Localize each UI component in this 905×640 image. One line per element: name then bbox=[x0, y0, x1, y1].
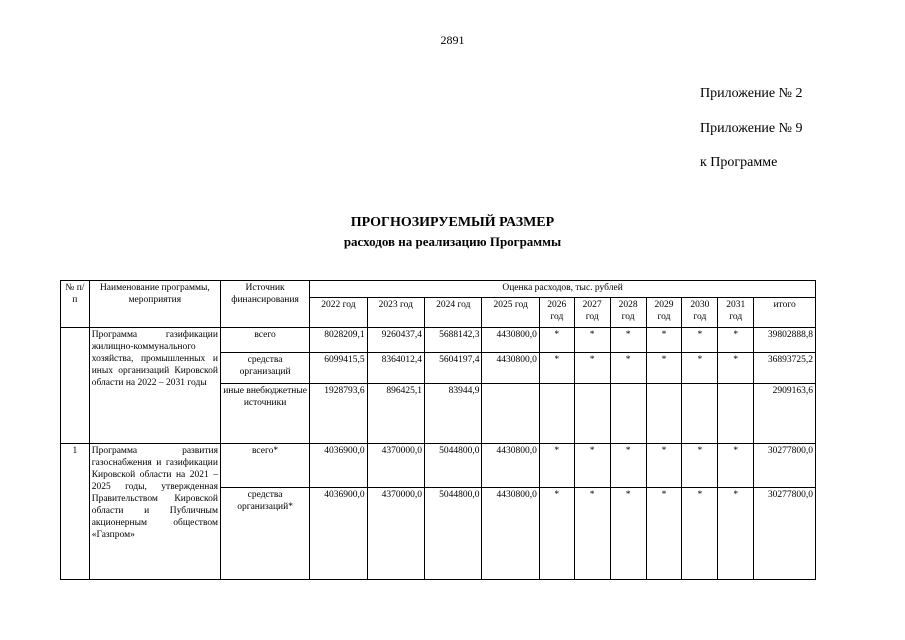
total-cell: 30277800,0 bbox=[754, 488, 816, 580]
total-cell: 36893725,2 bbox=[754, 353, 816, 384]
value-cell: 4036900,0 bbox=[310, 488, 367, 580]
header-year: 2024 год bbox=[425, 298, 482, 328]
value-cell: * bbox=[539, 444, 574, 488]
value-cell: 4430800,0 bbox=[482, 444, 539, 488]
value-cell: 9260437,4 bbox=[367, 328, 424, 353]
value-cell: * bbox=[539, 488, 574, 580]
value-cell: 83944,9 bbox=[425, 384, 482, 444]
value-cell bbox=[539, 384, 574, 444]
value-cell bbox=[482, 384, 539, 444]
value-cell: * bbox=[539, 328, 574, 353]
value-cell: 5044800,0 bbox=[425, 444, 482, 488]
value-cell: * bbox=[646, 488, 682, 580]
value-cell: 4430800,0 bbox=[482, 328, 539, 353]
value-cell: * bbox=[718, 488, 754, 580]
value-cell: 8364012,4 bbox=[367, 353, 424, 384]
value-cell: 4036900,0 bbox=[310, 444, 367, 488]
header-number: № п/п bbox=[61, 281, 90, 328]
value-cell: 4370000,0 bbox=[367, 444, 424, 488]
value-cell: * bbox=[718, 353, 754, 384]
program-name: Программа развития газоснабжения и газификации Кировской области на 2021 – 2025 годы, утвержденная Правительством Кировской области и Публичным акционерным обществом «Газпром» bbox=[89, 444, 220, 580]
header-year: 2022 год bbox=[310, 298, 367, 328]
value-cell: * bbox=[682, 444, 718, 488]
value-cell: * bbox=[574, 353, 610, 384]
value-cell: * bbox=[682, 328, 718, 353]
value-cell: * bbox=[718, 328, 754, 353]
value-cell: 5044800,0 bbox=[425, 488, 482, 580]
value-cell bbox=[718, 384, 754, 444]
header-year: 2031 год bbox=[718, 298, 754, 328]
value-cell: 4370000,0 bbox=[367, 488, 424, 580]
header-total: итого bbox=[754, 298, 816, 328]
total-cell: 39802888,8 bbox=[754, 328, 816, 353]
page-number: 2891 bbox=[440, 33, 465, 47]
value-cell: * bbox=[539, 353, 574, 384]
document-subtitle: расходов на реализацию Программы bbox=[343, 234, 562, 249]
funding-source: средства организаций bbox=[220, 353, 309, 384]
value-cell: * bbox=[610, 444, 646, 488]
value-cell: 4430800,0 bbox=[482, 353, 539, 384]
header-year: 2027 год bbox=[574, 298, 610, 328]
header-name: Наименование программы, мероприятия bbox=[89, 281, 220, 328]
expenses-table bbox=[60, 280, 816, 580]
value-cell bbox=[610, 384, 646, 444]
appendix-line-3: к Программе bbox=[700, 155, 778, 170]
table-row bbox=[61, 328, 816, 353]
header-year: 2030 год bbox=[682, 298, 718, 328]
total-cell: 30277800,0 bbox=[754, 444, 816, 488]
header-year: 2023 год bbox=[367, 298, 424, 328]
value-cell: * bbox=[574, 444, 610, 488]
funding-source: всего* bbox=[220, 444, 309, 488]
funding-source: иные внебюджетные источники bbox=[220, 384, 309, 444]
value-cell bbox=[646, 384, 682, 444]
value-cell: * bbox=[610, 488, 646, 580]
value-cell: * bbox=[646, 353, 682, 384]
value-cell: 1928793,6 bbox=[310, 384, 367, 444]
value-cell: * bbox=[610, 328, 646, 353]
header-source: Источник финансирования bbox=[220, 281, 309, 328]
header-year: 2029 год bbox=[646, 298, 682, 328]
total-cell: 2909163,6 bbox=[754, 384, 816, 444]
value-cell: * bbox=[682, 488, 718, 580]
value-cell: * bbox=[682, 353, 718, 384]
value-cell bbox=[574, 384, 610, 444]
value-cell: 896425,1 bbox=[367, 384, 424, 444]
value-cell: * bbox=[574, 488, 610, 580]
appendix-line-1: Приложение № 2 bbox=[700, 86, 803, 101]
value-cell bbox=[682, 384, 718, 444]
value-cell: * bbox=[574, 328, 610, 353]
program-name: Программа газификации жилищно-коммунального хозяйства, промышленных и иных организаций Кировской области на 2022 – 2031 годы bbox=[89, 328, 220, 444]
value-cell: 6099415,5 bbox=[310, 353, 367, 384]
value-cell: 5604197,4 bbox=[425, 353, 482, 384]
header-estimate: Оценка расходов, тыс. рублей bbox=[310, 281, 816, 298]
funding-source: всего bbox=[220, 328, 309, 353]
value-cell: 4430800,0 bbox=[482, 488, 539, 580]
value-cell: * bbox=[646, 444, 682, 488]
value-cell: 5688142,3 bbox=[425, 328, 482, 353]
value-cell: * bbox=[610, 353, 646, 384]
row-number: 1 bbox=[61, 444, 90, 580]
row-number bbox=[61, 328, 90, 444]
value-cell: * bbox=[646, 328, 682, 353]
appendix-line-2: Приложение № 9 bbox=[700, 121, 803, 136]
value-cell: 8028209,1 bbox=[310, 328, 367, 353]
header-year: 2025 год bbox=[482, 298, 539, 328]
document-title: ПРОГНОЗИРУЕМЫЙ РАЗМЕР bbox=[350, 215, 555, 230]
table-row bbox=[61, 444, 816, 488]
header-year: 2026 год bbox=[539, 298, 574, 328]
funding-source: средства организаций* bbox=[220, 488, 309, 580]
value-cell: * bbox=[718, 444, 754, 488]
header-year: 2028 год bbox=[610, 298, 646, 328]
